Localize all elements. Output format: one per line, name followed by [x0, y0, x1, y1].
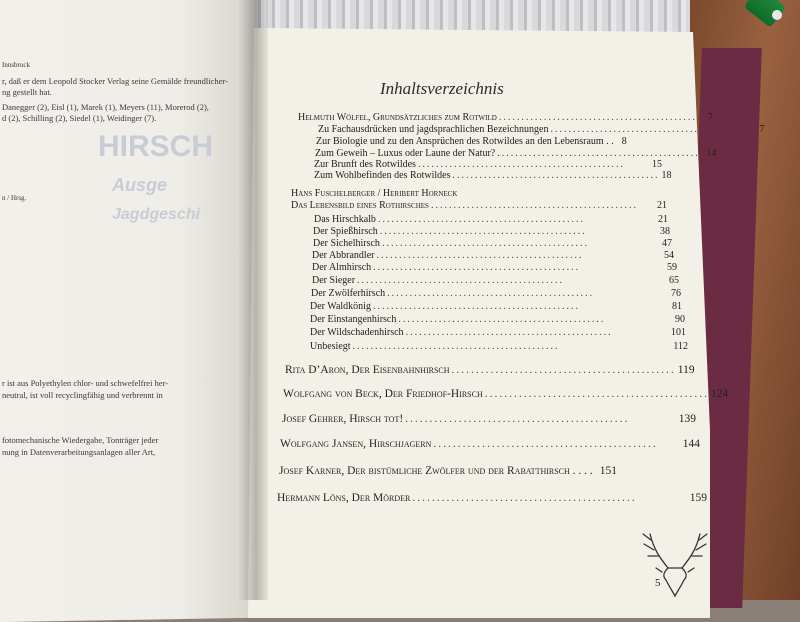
toc-entry-page: 15 [652, 159, 662, 170]
toc-subentry: Der Abbrandler .............................................. 54 [312, 250, 674, 261]
left-page-line: ng gestellt hat. [2, 87, 52, 97]
toc-subentry: Der Almhirsch .............................................. 59 [312, 262, 677, 273]
toc-entry-page: 139 [678, 413, 696, 425]
toc-entry-page: 21 [658, 214, 668, 225]
toc-entry-page: 65 [669, 275, 679, 286]
toc-entry-label: Zum Wohlbefinden des Rotwildes [314, 170, 451, 181]
toc-entry-label: Zur Brunft des Rotwildes [314, 159, 416, 170]
toc-entry-label: Wolfgang von Beck, Der Friedhof-Hirsch [283, 388, 483, 400]
left-page-line: nung in Datenverarbeitungsanlagen aller Art, [2, 447, 156, 457]
toc-entry-page: 14 [706, 148, 717, 159]
toc-subentry: Zum Wohlbefinden des Rotwildes .............................................. 18 [314, 170, 672, 181]
toc-subentry: Der Wildschadenhirsch .............................................. 101 [310, 327, 686, 338]
toc-entry-label: Josef Karner, Der bistümliche Zwölfer und der Rabatthirsch . . . . [279, 465, 593, 477]
toc-entry-label: Der Sieger [312, 275, 356, 286]
toc-entry-section2: Das Lebensbild eines Rothirsches .............................................. 21 [291, 200, 667, 211]
toc-entry-label: Hermann Löns, Der Mörder [277, 492, 411, 504]
toc-entry-page: 18 [661, 170, 672, 181]
toc-entry-page: 8 [621, 136, 627, 147]
left-page-line: Innsbruck [2, 61, 30, 69]
toc-entry-page: 38 [660, 226, 670, 237]
toc-entry-page: 151 [599, 465, 618, 477]
ghost-title: HIRSCH [98, 130, 214, 163]
toc-entry-page: 81 [672, 301, 682, 312]
toc-title: Inhaltsverzeichnis [380, 79, 504, 98]
ghost-subtitle: Ausge [112, 175, 168, 195]
toc-entry-page: 7 [707, 112, 713, 123]
toc-entry-page: 21 [657, 200, 667, 211]
toc-subentry: Der Sieger .............................................. 65 [312, 275, 679, 286]
toc-entry-page: 124 [711, 388, 729, 400]
toc-subentry: Der Spießhirsch .............................................. 38 [313, 226, 670, 237]
toc-entry-section1: Helmuth Wölfel, Grundsätzliches zum Rotwild .............................................. 7 [298, 112, 713, 123]
toc-subentry: Zur Brunft des Rotwildes .............................................. 15 [314, 159, 662, 170]
toc-entry-page: 47 [662, 238, 672, 249]
toc-entry-label: Zur Biologie und zu den Ansprüchen des Rotwildes an den Lebensraum . . [316, 136, 614, 147]
left-page-line: fotomechanische Wiedergabe, Tonträger jeder [2, 435, 159, 445]
toc-entry-label: Der Waldkönig [310, 301, 371, 312]
toc-subentry: Der Zwölferhirsch .............................................. 76 [311, 288, 681, 299]
toc-entry-page: 76 [671, 288, 681, 299]
toc-entry-page: 159 [689, 492, 707, 504]
left-page-line: r ist aus Polyethylen chlor- und schwefelfrei her- [2, 378, 169, 388]
toc-entry-label: Der Abbrandler [312, 250, 375, 261]
toc-entry-label: Der Einstangenhirsch [310, 314, 397, 325]
toc-entry-page: 112 [673, 341, 688, 352]
toc-subentry: Zum Geweih – Luxus oder Laune der Natur? .............................................. 14 [315, 148, 717, 159]
toc-entry-label: Der Wildschadenhirsch [310, 327, 404, 338]
toc-story: Rita D’Aron, Der Eisenbahnhirsch .............................................. 119 [285, 364, 695, 376]
toc-story: Josef Gehrer, Hirsch tot! .............................................. 139 [282, 413, 696, 425]
pen-cap [772, 10, 782, 20]
toc-entry-label: Hans Fuschelberger / Heribert Horneck [291, 188, 458, 199]
toc-entry-label: Der Zwölferhirsch [311, 288, 386, 299]
toc-entry-label: Unbesiegt [310, 341, 351, 352]
toc-entry-page: 7 [759, 124, 765, 135]
left-page-line: neutral, ist voll recyclingfähig und verbrennt in [2, 390, 163, 400]
page-number: 5 [655, 577, 661, 589]
toc-entry-label: Wolfgang Jansen, Hirschjagern [280, 438, 432, 450]
left-page-line: Danegger (2), Eisl (1), Marek (1), Meyers (11), Morerod (2), [2, 102, 209, 112]
toc-entry-page: 59 [667, 262, 677, 273]
deer-head-icon [640, 528, 710, 600]
left-page-line: n / Hrsg. [2, 194, 27, 202]
toc-subentry: Der Waldkönig .............................................. 81 [310, 301, 682, 312]
toc-subentry: Unbesiegt .............................................. 112 [310, 341, 688, 352]
toc-story: Wolfgang Jansen, Hirschjagern .............................................. 144 [280, 438, 700, 450]
book-gutter [238, 0, 268, 600]
ghost-subtitle: Jagdgeschi [112, 206, 201, 223]
toc-entry-label: Rita D’Aron, Der Eisenbahnhirsch [285, 364, 450, 376]
toc-entry-label: Helmuth Wölfel, Grundsätzliches zum Rotwild [298, 112, 497, 123]
toc-entry-page: 119 [677, 364, 695, 376]
toc-story [279, 465, 703, 481]
toc-subentry: Der Sichelhirsch .............................................. 47 [313, 238, 672, 249]
left-page-line: d (2), Schilling (2), Siedel (1), Weidinger (7). [2, 113, 157, 123]
toc-entry-page: 54 [664, 250, 674, 261]
toc-subentry: Zu Fachausdrücken und jagdsprachlichen Bezeichnungen .............................................. 7 [318, 124, 765, 135]
toc-entry-label: Das Lebensbild eines Rothirsches [291, 200, 429, 211]
left-page-line: r, daß er dem Leopold Stocker Verlag seine Gemälde freundlicher- [2, 76, 228, 86]
toc-entry-label: Zum Geweih – Luxus oder Laune der Natur? [315, 148, 496, 159]
toc-entry-label: Der Spießhirsch [313, 226, 378, 237]
toc-entry-label: Zu Fachausdrücken und jagdsprachlichen Bezeichnungen [318, 124, 549, 135]
toc-entry-page: 90 [675, 314, 685, 325]
toc-entry-label: Josef Gehrer, Hirsch tot! [282, 413, 404, 425]
toc-entry-page: 101 [671, 327, 686, 338]
toc-story: Wolfgang von Beck, Der Friedhof-Hirsch .............................................. 124 [283, 388, 729, 400]
toc-story: Hermann Löns, Der Mörder .............................................. 159 [277, 492, 707, 504]
toc-entry-label: Das Hirschkalb [314, 214, 376, 225]
toc-entry-label: Der Almhirsch [312, 262, 372, 273]
toc-entry-page: 144 [682, 438, 700, 450]
toc-entry-label: Der Sichelhirsch [313, 238, 380, 249]
toc-subentry: Das Hirschkalb .............................................. 21 [314, 214, 668, 225]
toc-subentry: Der Einstangenhirsch .............................................. 90 [310, 314, 685, 325]
